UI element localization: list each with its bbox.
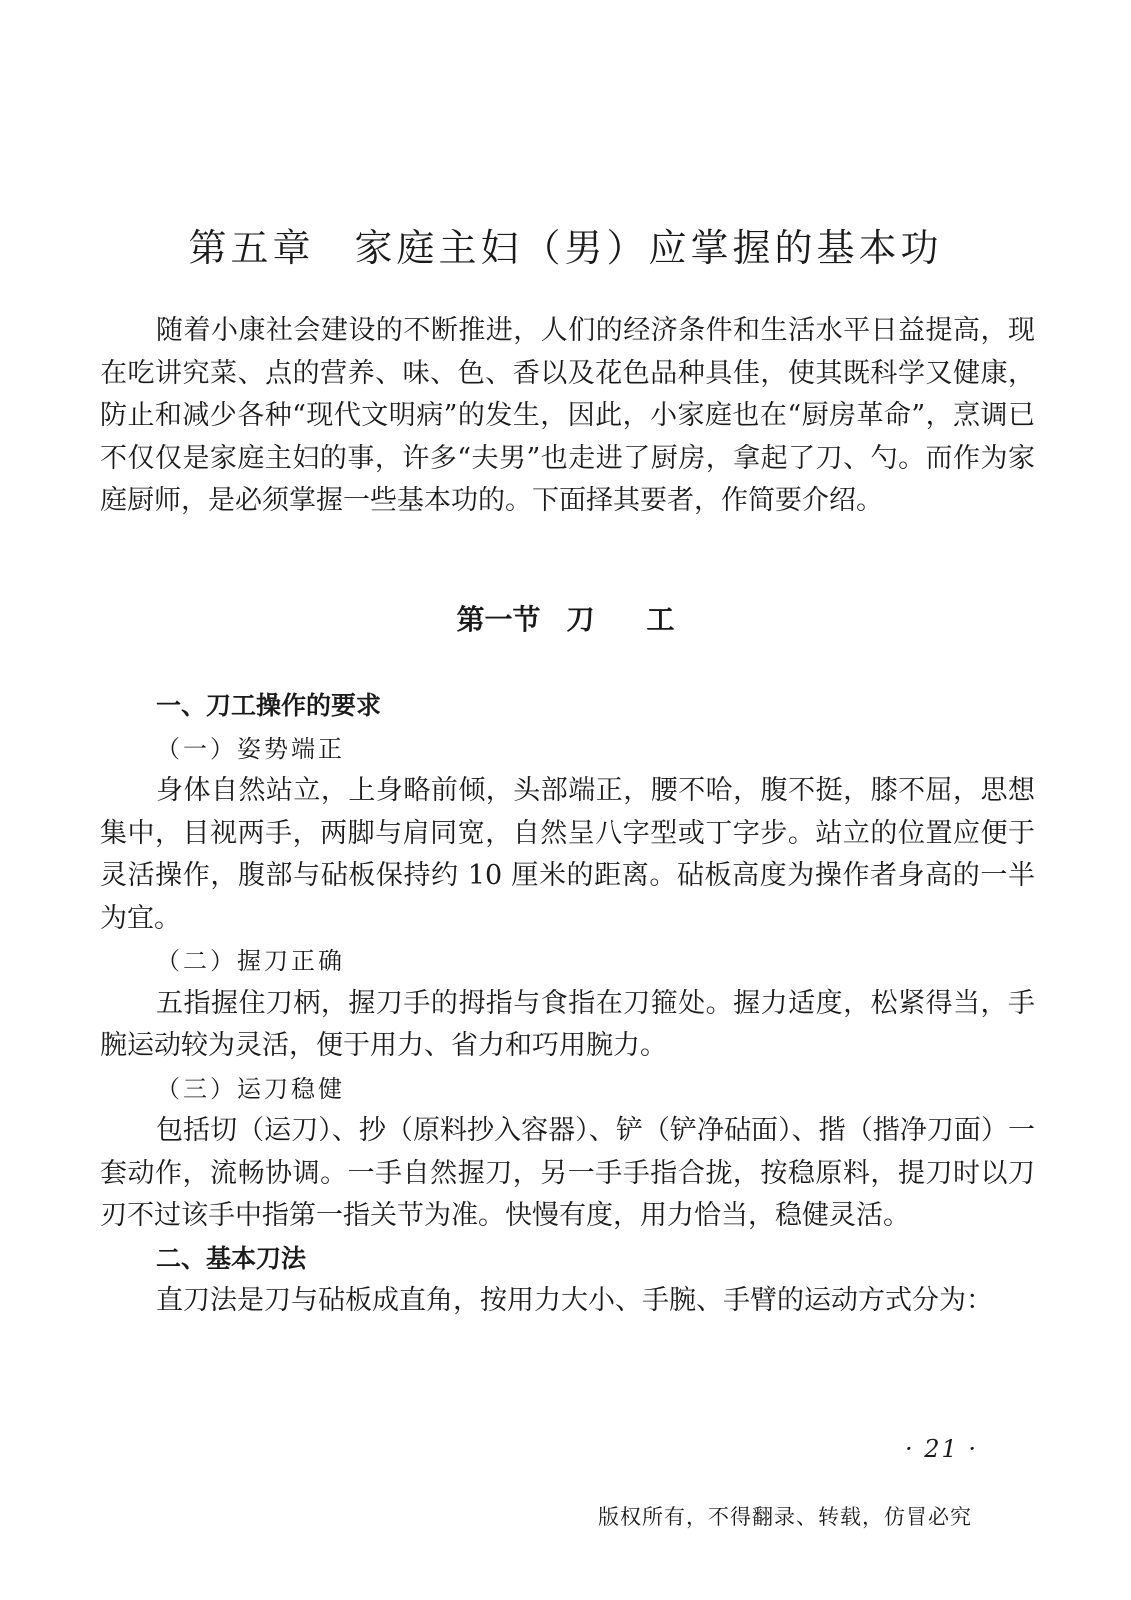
paragraph-grip: 五指握住刀柄，握刀手的拇指与食指在刀箍处。握力适度，松紧得当，手腕运动较为灵活，便于用力、省力和巧用腕力。: [100, 987, 1035, 1061]
chapter-name: 家庭主妇（男）应掌握的基本功: [354, 226, 943, 270]
chapter-title: [0, 224, 1131, 272]
paragraph-knife-motion: 包括切（运刀）、抄（原料抄入容器）、铲（铲净砧面）、揩（揩净刀面）一套动作，流畅协调。一手自然握刀，另一手手指合拢，按稳原料，提刀时以刀刃不过该手中指第一指关节为准。快慢有度，用力恰当，稳健灵活。: [100, 1115, 1035, 1231]
section-title-part2: 工: [646, 603, 675, 636]
section-title: [0, 600, 1131, 640]
paragraph-basic-techniques: 直刀法是刀与砧板成直角，按用力大小、手腕、手臂的运动方式分为：: [156, 1285, 993, 1316]
chapter-number: 第五章: [188, 226, 315, 270]
intro-block: [100, 310, 1035, 523]
subheading-knife-motion: （三）运刀稳健: [156, 1074, 345, 1103]
intro-paragraph: 随着小康社会建设的不断推进，人们的经济条件和生活水平日益提高，现在吃讲究菜、点的营养、味、色、香以及花色品种具佳，使其既科学又健康，防止和减少各种“现代文明病”的发生，因此，小家庭也在“厨房革命”，烹调已不仅仅是家庭主妇的事，许多“夫男”也走进了厨房，拿起了刀、勺。而作为家庭厨师，是必须掌握一些基本功的。下面择其要者，作简要介绍。: [100, 315, 1035, 516]
page-number: · 21 ·: [905, 1435, 979, 1463]
subheading-posture: （一）姿势端正: [156, 734, 345, 763]
heading-requirements: 一、刀工操作的要求: [156, 691, 382, 720]
section-title-part1: 刀: [566, 603, 595, 636]
heading-basic-techniques: 二、基本刀法: [156, 1243, 307, 1273]
section-content: [100, 685, 1035, 1323]
copyright-notice: 版权所有，不得翻录、转载，仿冒必究: [598, 1505, 972, 1529]
subheading-grip: （二）握刀正确: [156, 947, 345, 975]
section-number: 第一节: [456, 603, 541, 636]
paragraph-posture: 身体自然站立，上身略前倾，头部端正，腰不哈，腹不挺，膝不屈，思想集中，目视两手，两脚与肩同宽，自然呈八字型或丁字步。站立的位置应便于灵活操作，腹部与砧板保持约 10 厘米的距离。砧板高度为操作者身高的一半为宜。: [100, 775, 1035, 934]
